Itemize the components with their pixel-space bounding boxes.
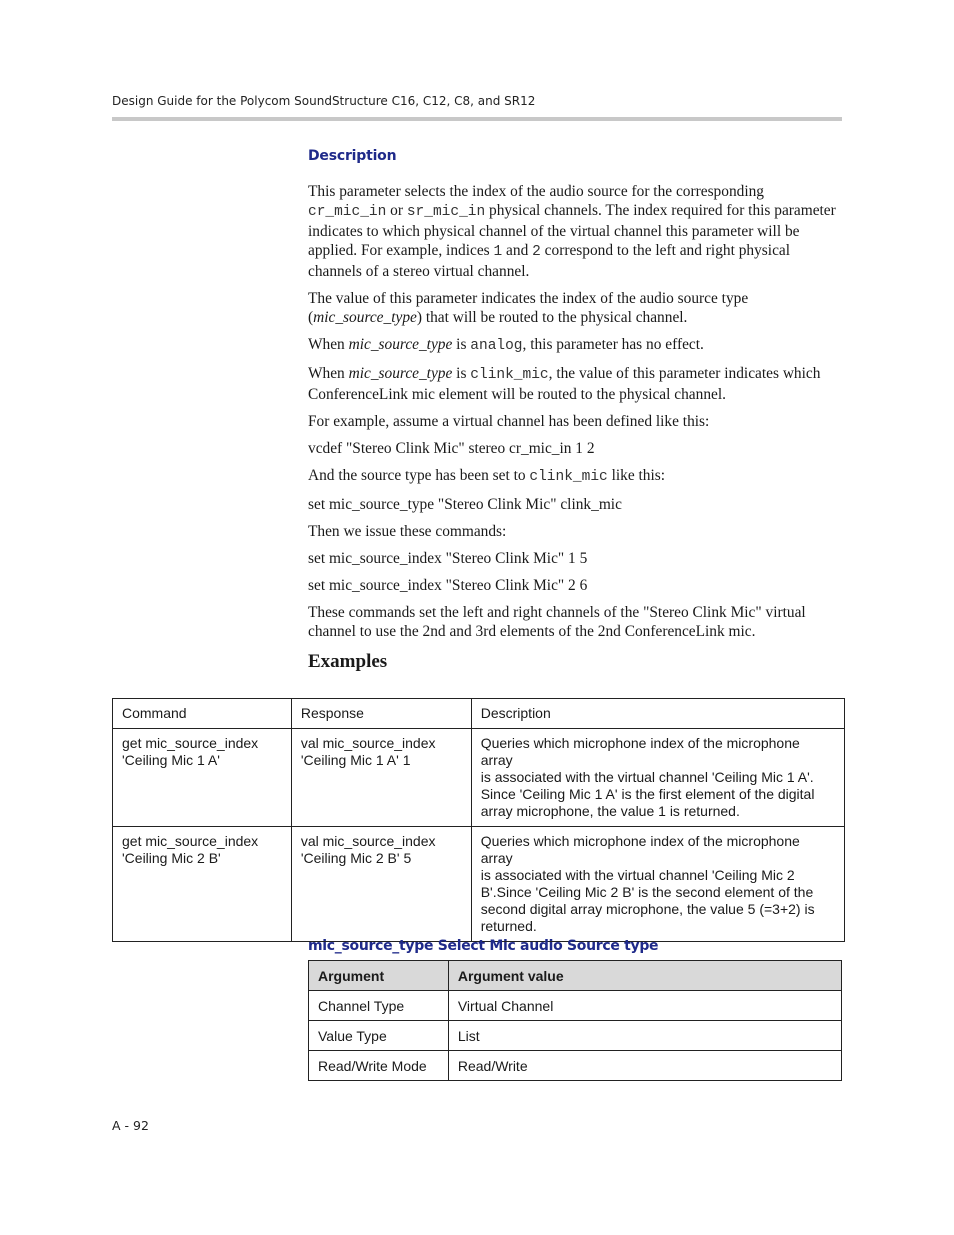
- description-line: Queries which microphone index of the microphone array: [480, 833, 800, 866]
- response-cell: [291, 729, 471, 827]
- paragraph-set-index-2: set mic_source_index "Stereo Clink Mic" 2 6: [308, 577, 588, 594]
- description-line: Queries which microphone index of the microphone array: [480, 735, 800, 768]
- argument-value: Virtual Channel: [448, 991, 841, 1021]
- text: , the value of this parameter indicates which ConferenceLink mic element will be routed to the physical channel.: [308, 365, 821, 403]
- text: is: [452, 336, 471, 353]
- command-cell: [113, 729, 292, 827]
- text: like this:: [607, 467, 666, 484]
- description-line: Since 'Ceiling Mic 1 A' is the first element of the digital: [480, 786, 815, 802]
- text: The value of this parameter indicates the index of the audio source type (: [308, 290, 749, 326]
- paragraph-summary: These commands set the left and right channels of the "Stereo Clink Mic" virtual channel to use the 2nd and 3rd elements of the 2nd ConferenceLink mic.: [308, 604, 806, 640]
- description-line: returned.: [480, 918, 537, 934]
- argument-value: Read/Write: [448, 1051, 841, 1081]
- code-clink-mic: clink_mic: [470, 367, 549, 383]
- command-line: 'Ceiling Mic 1 A': [122, 752, 220, 768]
- argument-table: [308, 960, 842, 1081]
- examples-table: [112, 698, 845, 942]
- paragraph-then: Then we issue these commands:: [308, 523, 507, 540]
- table-row: [309, 991, 842, 1021]
- header-rule: [112, 117, 842, 121]
- page-number: A - 92: [112, 1118, 149, 1133]
- paragraph-analog: [308, 335, 844, 356]
- text: This parameter selects the index of the audio source for the corresponding: [308, 183, 765, 200]
- text: , this parameter has no effect.: [522, 336, 704, 353]
- paragraph-index-intro: [308, 182, 844, 281]
- code-clink-mic: clink_mic: [529, 469, 608, 485]
- text: correspond to the left and right physical channels of a stereo virtual channel.: [308, 242, 791, 280]
- code-cr-mic-in: cr_mic_in: [308, 204, 387, 220]
- italic-term: mic_source_type: [348, 336, 453, 353]
- description-section: [308, 148, 844, 673]
- response-line: val mic_source_index: [300, 833, 436, 849]
- response-cell: [291, 827, 471, 942]
- text: or: [386, 202, 407, 219]
- mic-source-type-heading: mic_source_type Select Mic audio Source type: [308, 938, 659, 954]
- column-header: Description: [471, 699, 844, 729]
- response-line: 'Ceiling Mic 1 A' 1: [300, 752, 411, 768]
- text: And the source type has been set to: [308, 467, 530, 484]
- code-analog: analog: [470, 338, 523, 354]
- text: When: [308, 365, 349, 382]
- text: ) that will be routed to the physical channel.: [416, 309, 688, 326]
- command-line: get mic_source_index: [122, 735, 259, 751]
- paragraph-source-type: [308, 289, 844, 327]
- response-line: 'Ceiling Mic 2 B' 5: [300, 850, 412, 866]
- text: and: [502, 242, 533, 259]
- command-cell: [113, 827, 292, 942]
- table-row: [113, 729, 845, 827]
- command-line: get mic_source_index: [122, 833, 259, 849]
- description-heading: Description: [308, 148, 397, 164]
- table-header-row: [113, 699, 845, 729]
- description-line: second digital array microphone, the value 5 (=3+2) is: [480, 901, 815, 917]
- text: is: [452, 365, 471, 382]
- argument-name: Channel Type: [309, 991, 449, 1021]
- paragraph-set-index-1: set mic_source_index "Stereo Clink Mic" 1 5: [308, 550, 588, 567]
- table-row: [113, 827, 845, 942]
- running-header: Design Guide for the Polycom SoundStructure C16, C12, C8, and SR12: [112, 94, 536, 108]
- column-header: Argument: [309, 961, 449, 991]
- paragraph-vcdef: vcdef "Stereo Clink Mic" stereo cr_mic_in 1 2: [308, 440, 595, 457]
- paragraph-source-type-set: [308, 466, 844, 487]
- column-header: Argument value: [448, 961, 841, 991]
- paragraph-clink-mic: [308, 364, 844, 404]
- description-cell: [471, 729, 844, 827]
- description-line: array microphone, the value 1 is returned.: [480, 803, 740, 819]
- table-row: [309, 1021, 842, 1051]
- description-line: B'.Since 'Ceiling Mic 2 B' is the second element of the: [480, 884, 814, 900]
- code-index-2: 2: [532, 244, 541, 260]
- description-line: is associated with the virtual channel 'Ceiling Mic 2: [480, 867, 795, 883]
- description-line: is associated with the virtual channel 'Ceiling Mic 1 A'.: [480, 769, 814, 785]
- code-index-1: 1: [493, 244, 503, 260]
- examples-heading: Examples: [308, 651, 388, 672]
- column-header: Command: [113, 699, 292, 729]
- paragraph-set-type-command: set mic_source_type "Stereo Clink Mic" clink_mic: [308, 496, 622, 513]
- command-line: 'Ceiling Mic 2 B': [122, 850, 221, 866]
- argument-name: Read/Write Mode: [309, 1051, 449, 1081]
- table-header-row: [309, 961, 842, 991]
- code-sr-mic-in: sr_mic_in: [406, 204, 486, 220]
- text: physical channels. The index required for this parameter indicates to which physical channel of the virtual channel this parameter will be applied. For example, indices: [308, 202, 836, 259]
- argument-value: List: [448, 1021, 841, 1051]
- response-line: val mic_source_index: [300, 735, 436, 751]
- argument-name: Value Type: [309, 1021, 449, 1051]
- description-cell: [471, 827, 844, 942]
- table-row: [309, 1051, 842, 1081]
- italic-term: mic_source_type: [313, 309, 417, 326]
- italic-term: mic_source_type: [348, 365, 453, 382]
- text: When: [308, 336, 349, 353]
- column-header: Response: [291, 699, 471, 729]
- paragraph-example-intro: For example, assume a virtual channel has been defined like this:: [308, 413, 710, 430]
